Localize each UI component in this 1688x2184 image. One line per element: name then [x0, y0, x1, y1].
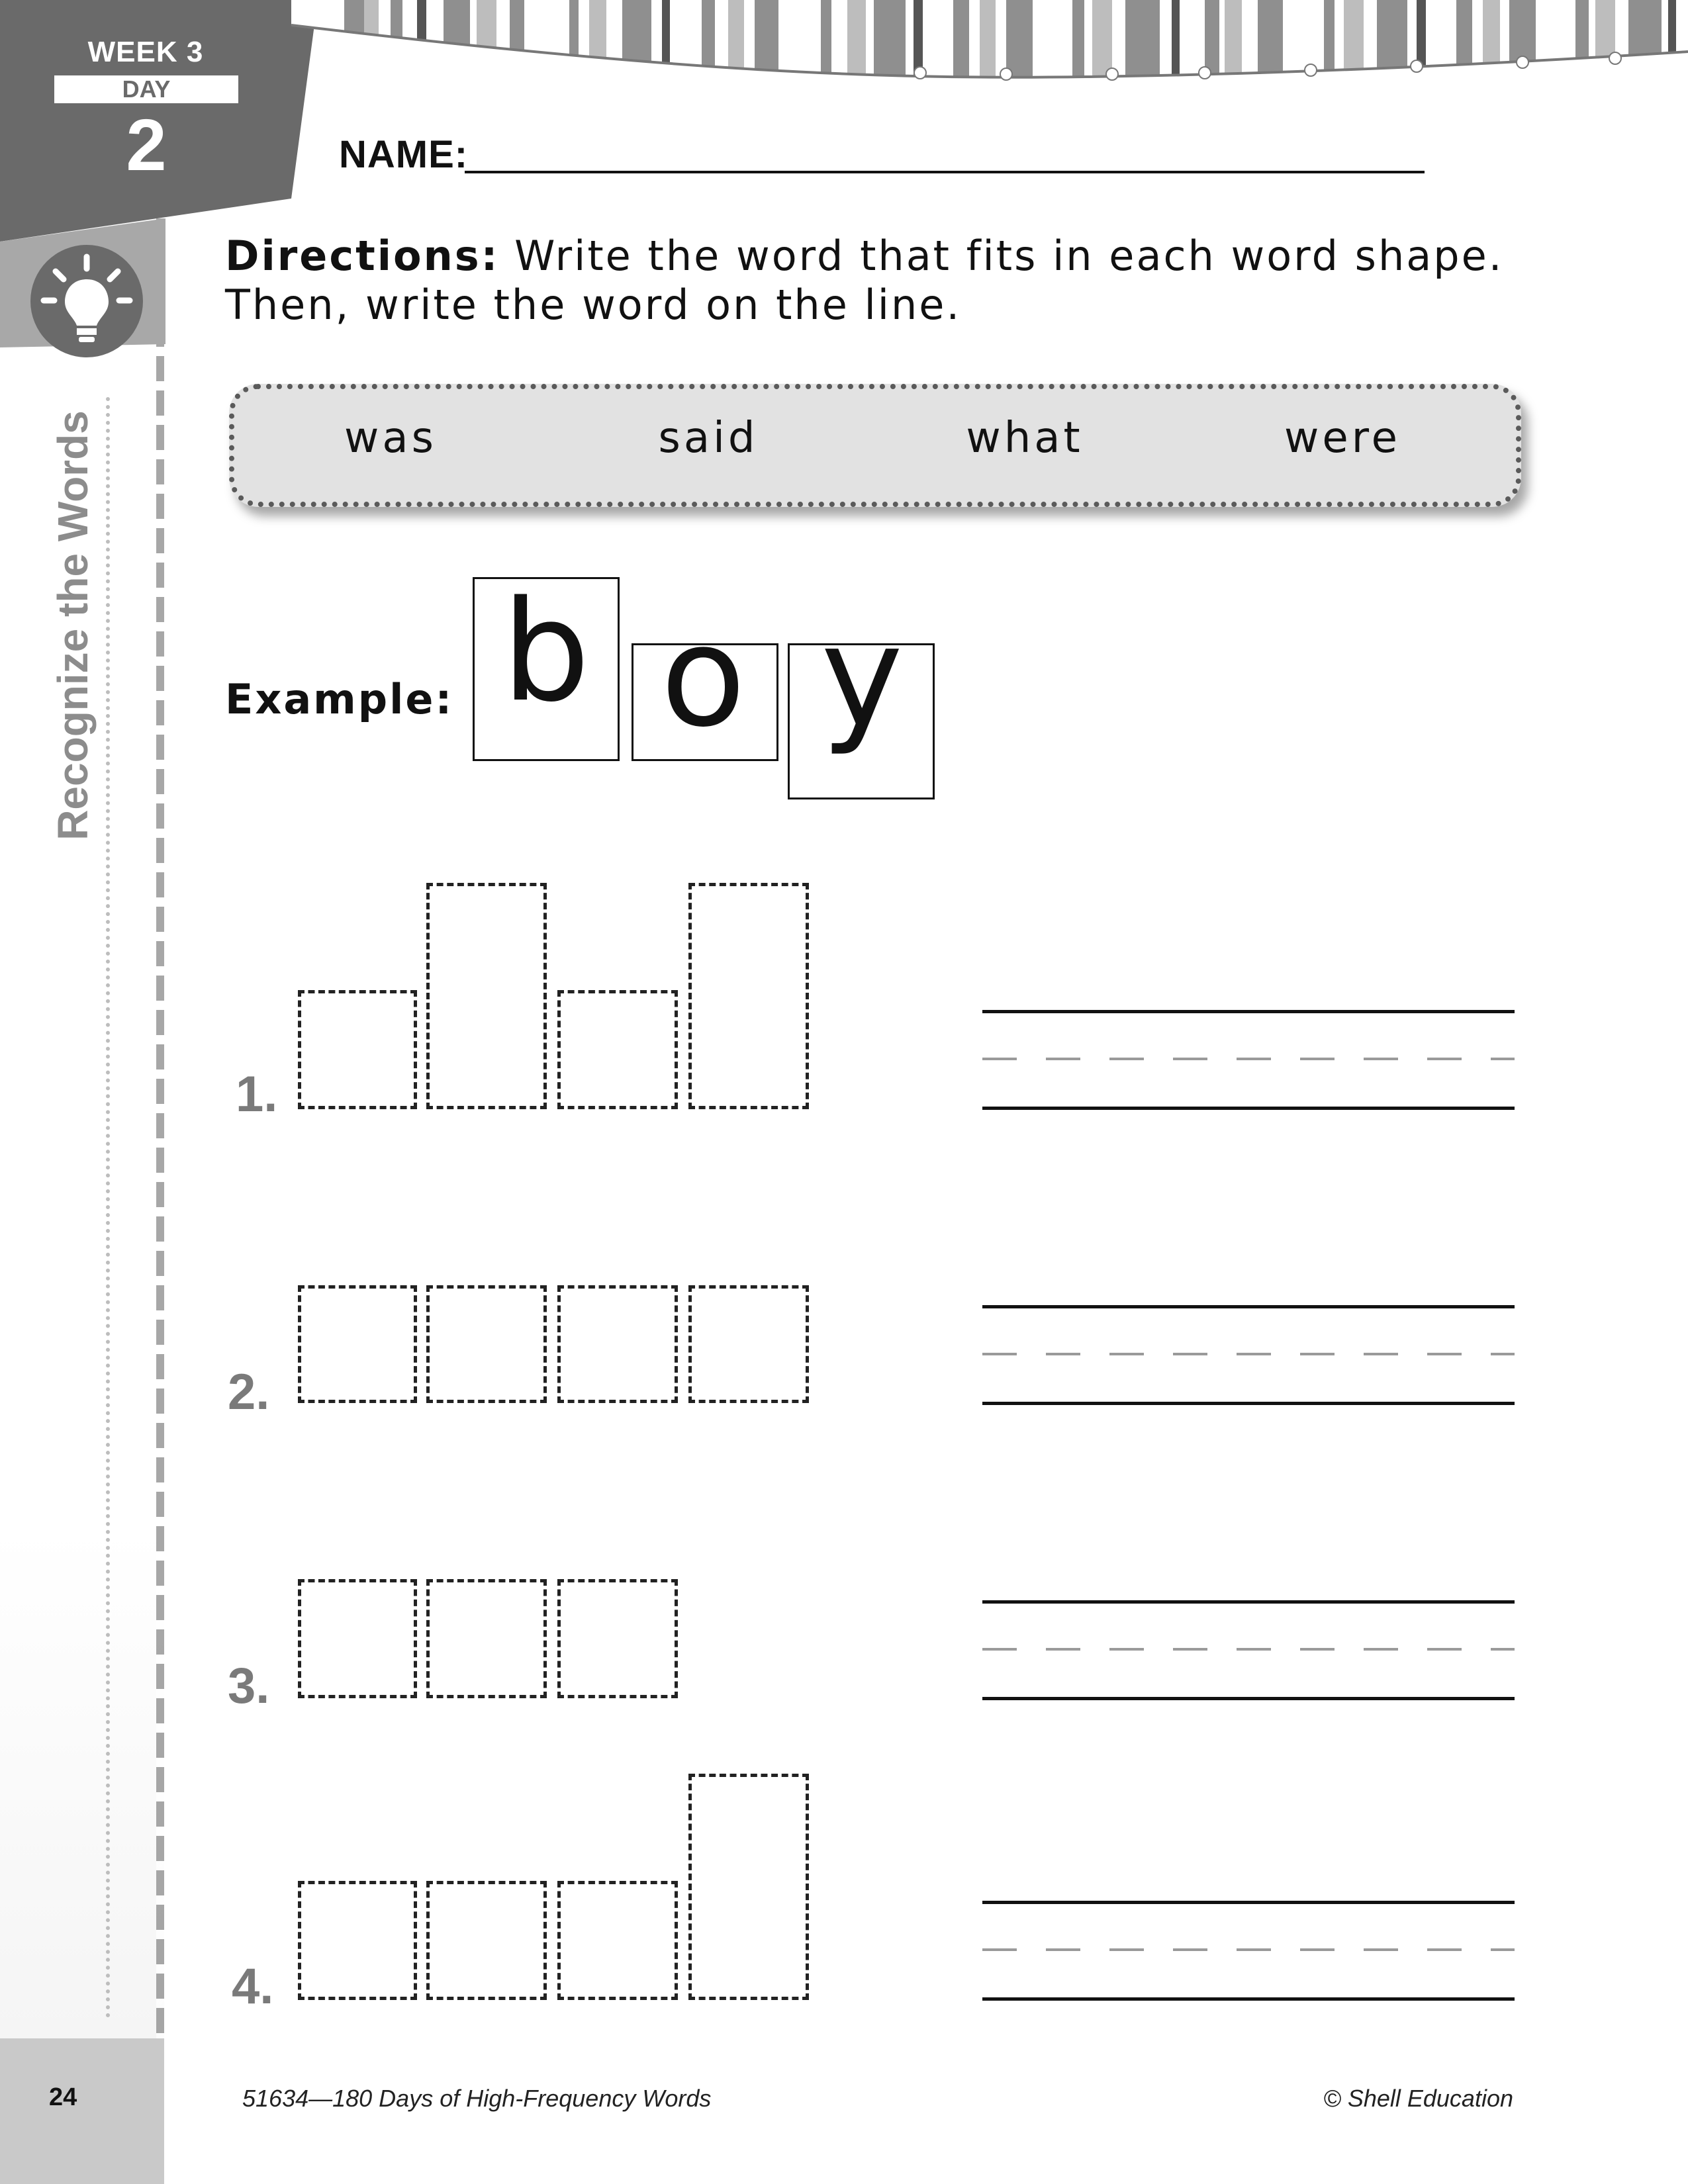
footer-copyright: © Shell Education [1323, 2085, 1513, 2112]
letter-shape-box[interactable] [557, 1881, 678, 2000]
question-number: 4. [232, 1958, 274, 2015]
writing-line-base[interactable] [982, 1997, 1515, 2001]
example-letter: y [821, 596, 904, 758]
day-label: DAY [54, 75, 238, 103]
question-number: 2. [228, 1364, 270, 1420]
letter-shape-box[interactable] [298, 1285, 417, 1403]
letter-shape-box[interactable] [298, 990, 417, 1109]
letter-shape-box[interactable] [426, 1579, 547, 1698]
directions-text-line1: Write the word that fits in each word shape. [499, 232, 1504, 280]
writing-line-mid [982, 1948, 1515, 1951]
day-number: 2 [126, 105, 167, 186]
word-bank-item: what [966, 414, 1084, 463]
week-label: WEEK 3 [87, 36, 204, 68]
directions [225, 232, 1549, 330]
letter-shape-box[interactable] [426, 1285, 547, 1403]
example-letter: o [661, 596, 746, 758]
writing-line-top [982, 1305, 1515, 1308]
word-bank-item: were [1284, 414, 1401, 463]
directions-text-line2: Then, write the word on the line. [225, 281, 962, 329]
writing-line-base[interactable] [982, 1402, 1515, 1405]
directions-label: Directions: [225, 232, 500, 280]
word-bank-item: said [658, 414, 759, 463]
writing-line-top [982, 1901, 1515, 1904]
name-field[interactable] [465, 171, 1425, 173]
letter-shape-box[interactable] [557, 1285, 678, 1403]
example-label: Example: [225, 675, 454, 723]
writing-line-mid [982, 1648, 1515, 1651]
word-bank-item: was [344, 414, 437, 463]
letter-shape-box[interactable] [688, 1774, 809, 2000]
question-number: 3. [228, 1658, 270, 1714]
letter-shape-box[interactable] [688, 883, 809, 1109]
footer-book-title: 51634—180 Days of High-Frequency Words [242, 2085, 712, 2112]
letter-shape-box[interactable] [298, 1881, 417, 2000]
writing-line-base[interactable] [982, 1107, 1515, 1110]
letter-shape-box[interactable] [557, 1579, 678, 1698]
page-number-tab [0, 2038, 164, 2184]
writing-line-mid [982, 1353, 1515, 1355]
letter-shape-box[interactable] [557, 990, 678, 1109]
question-number: 1. [236, 1066, 278, 1122]
writing-line-mid [982, 1058, 1515, 1060]
example-letter: b [502, 570, 590, 733]
sidebar-stripe [156, 218, 164, 2071]
writing-line-top [982, 1600, 1515, 1604]
name-label: NAME: [339, 133, 469, 176]
letter-shape-box[interactable] [688, 1285, 809, 1403]
sidebar-dotted-rule [106, 397, 110, 2019]
letter-shape-box[interactable] [426, 1881, 547, 2000]
page-number: 24 [49, 2083, 77, 2111]
section-title: Recognize the Words [49, 410, 97, 841]
decorative-banner [291, 0, 1688, 99]
letter-shape-box[interactable] [426, 883, 547, 1109]
writing-line-base[interactable] [982, 1697, 1515, 1700]
letter-shape-box[interactable] [298, 1579, 417, 1698]
writing-line-top [982, 1010, 1515, 1013]
